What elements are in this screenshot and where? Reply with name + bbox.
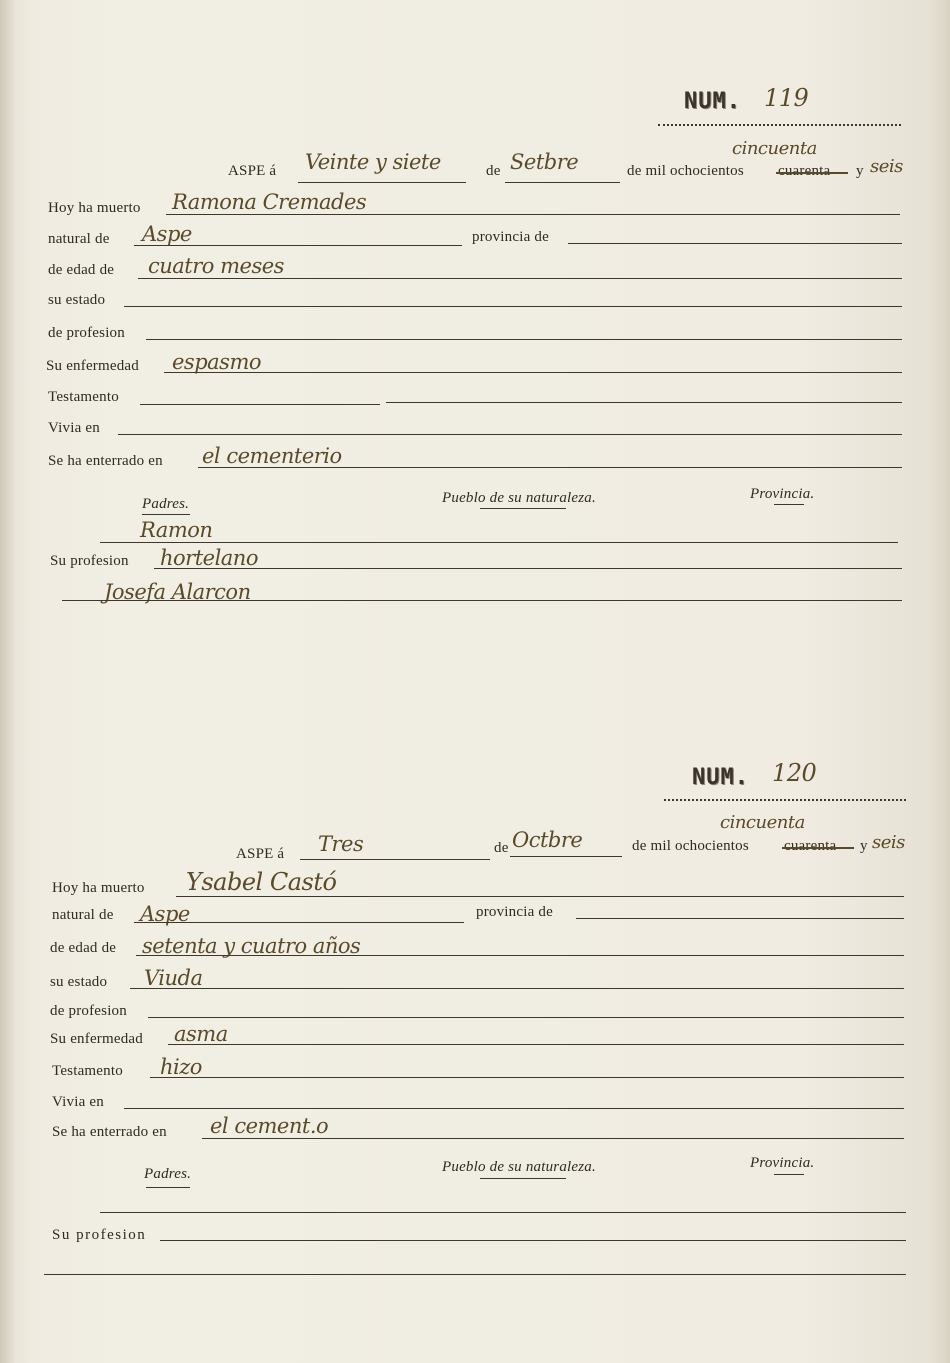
edad-label: de edad de (48, 262, 115, 278)
decade-handwritten: cincuenta (732, 138, 817, 159)
enterrado-label: Se ha enterrado en (48, 453, 163, 469)
number-underline (664, 799, 906, 801)
natural-line (134, 245, 462, 246)
estado-label: su estado (50, 974, 108, 990)
mother-line (62, 600, 902, 601)
provincia-header: Provincia. (750, 486, 815, 502)
page-gutter (0, 0, 14, 1363)
testamento-line-b (386, 402, 902, 403)
enterrado-value: el cementerio (202, 444, 342, 468)
deceased-name: Ysabel Castó (186, 868, 337, 896)
testamento-label: Testamento (48, 389, 119, 405)
record-number-value: 119 (764, 84, 809, 112)
enterrado-value: el cement.o (210, 1114, 329, 1138)
natural-label: natural de (52, 907, 114, 923)
natural-label: natural de (48, 231, 110, 247)
record-number-value: 120 (772, 759, 817, 787)
de-label: de (486, 163, 501, 179)
edad-value: cuatro meses (148, 254, 284, 278)
natural-value: Aspe (140, 902, 190, 926)
mother-line (44, 1274, 906, 1275)
pueblo-underline (480, 1178, 566, 1179)
month-line (505, 182, 620, 183)
estado-label: su estado (48, 292, 106, 308)
edad-line (138, 278, 902, 279)
place-label: ASPE á (228, 163, 277, 179)
hoy-label: Hoy ha muerto (48, 200, 141, 216)
testamento-label: Testamento (52, 1063, 123, 1079)
profesion-line (148, 1017, 904, 1018)
enfermedad-line (168, 1044, 904, 1045)
struck-word: cuarenta (778, 163, 831, 179)
number-underline (658, 124, 901, 126)
deceased-name: Ramona Cremades (172, 190, 367, 214)
father-profession: hortelano (160, 546, 258, 570)
vivia-line (118, 434, 902, 435)
enfermedad-line (164, 372, 902, 373)
father-line (100, 542, 898, 543)
edad-line (136, 955, 904, 956)
edad-value: setenta y cuatro años (142, 934, 361, 958)
enterrado-line (198, 467, 902, 468)
natural-value: Aspe (142, 222, 192, 246)
profesion-label: de profesion (50, 1003, 127, 1019)
enfermedad-label: Su enfermedad (46, 358, 139, 374)
testamento-line-a (140, 404, 380, 405)
provincia-line (568, 243, 902, 244)
day-value: Veinte y siete (305, 150, 441, 174)
year-unit-handwritten: seis (870, 156, 903, 177)
decade-handwritten: cincuenta (720, 812, 805, 833)
year-text: de mil ochocientos (632, 838, 749, 854)
provincia-header: Provincia. (750, 1155, 815, 1171)
deceased-line (166, 214, 900, 215)
y-label: y (856, 163, 864, 179)
enfermedad-value: espasmo (172, 350, 262, 374)
mother-name: Josefa Alarcon (104, 580, 251, 604)
su-profesion-label: Su profesion (50, 553, 129, 569)
deceased-line (176, 896, 904, 897)
pueblo-header: Pueblo de su naturaleza. (442, 490, 596, 506)
hoy-label: Hoy ha muerto (52, 880, 145, 896)
padres-header: Padres. (144, 1166, 192, 1182)
estado-line (124, 306, 902, 307)
y-label: y (860, 838, 868, 854)
enterrado-label: Se ha enterrado en (52, 1124, 167, 1140)
place-label: ASPE á (236, 846, 285, 862)
provincia-label: provincia de (476, 904, 553, 920)
pueblo-header: Pueblo de su naturaleza. (442, 1159, 596, 1175)
profesion-label: de profesion (48, 325, 125, 341)
padres-header: Padres. (142, 496, 190, 512)
profesion-line (146, 339, 902, 340)
vivia-line (124, 1108, 904, 1109)
struck-word: cuarenta (784, 838, 837, 854)
pueblo-underline (480, 508, 566, 509)
enfermedad-value: asma (174, 1022, 228, 1046)
father-name: Ramon (140, 518, 213, 542)
provincia-line (576, 918, 904, 919)
su-profesion-label: Su profesion (52, 1227, 147, 1243)
father-line (100, 1212, 906, 1213)
estado-line (130, 988, 904, 989)
month-line (510, 856, 622, 857)
enfermedad-label: Su enfermedad (50, 1031, 143, 1047)
record-number-label: NUM. (684, 89, 741, 114)
record-number-label: NUM. (692, 765, 749, 790)
testamento-value: hizo (160, 1055, 202, 1079)
natural-line (134, 922, 464, 923)
day-line (300, 859, 490, 860)
provincia-header-underline (774, 1174, 804, 1175)
month-value: Octbre (512, 828, 583, 852)
strike-through (776, 172, 848, 174)
padres-underline (146, 1187, 190, 1188)
year-unit-handwritten: seis (872, 832, 905, 853)
su-profesion-line (160, 1240, 906, 1241)
estado-value: Viuda (144, 966, 203, 990)
vivia-label: Vivia en (48, 420, 100, 436)
year-text: de mil ochocientos (627, 163, 744, 179)
de-label: de (494, 840, 509, 856)
provincia-header-underline (774, 504, 804, 505)
day-line (298, 182, 466, 183)
strike-through (782, 847, 854, 849)
su-profesion-line (154, 568, 902, 569)
vivia-label: Vivia en (52, 1094, 104, 1110)
enterrado-line (202, 1138, 904, 1139)
month-value: Setbre (510, 150, 579, 174)
provincia-label: provincia de (472, 229, 549, 245)
padres-underline (142, 514, 190, 515)
day-value: Tres (318, 832, 364, 856)
testamento-line (150, 1077, 904, 1078)
edad-label: de edad de (50, 940, 117, 956)
